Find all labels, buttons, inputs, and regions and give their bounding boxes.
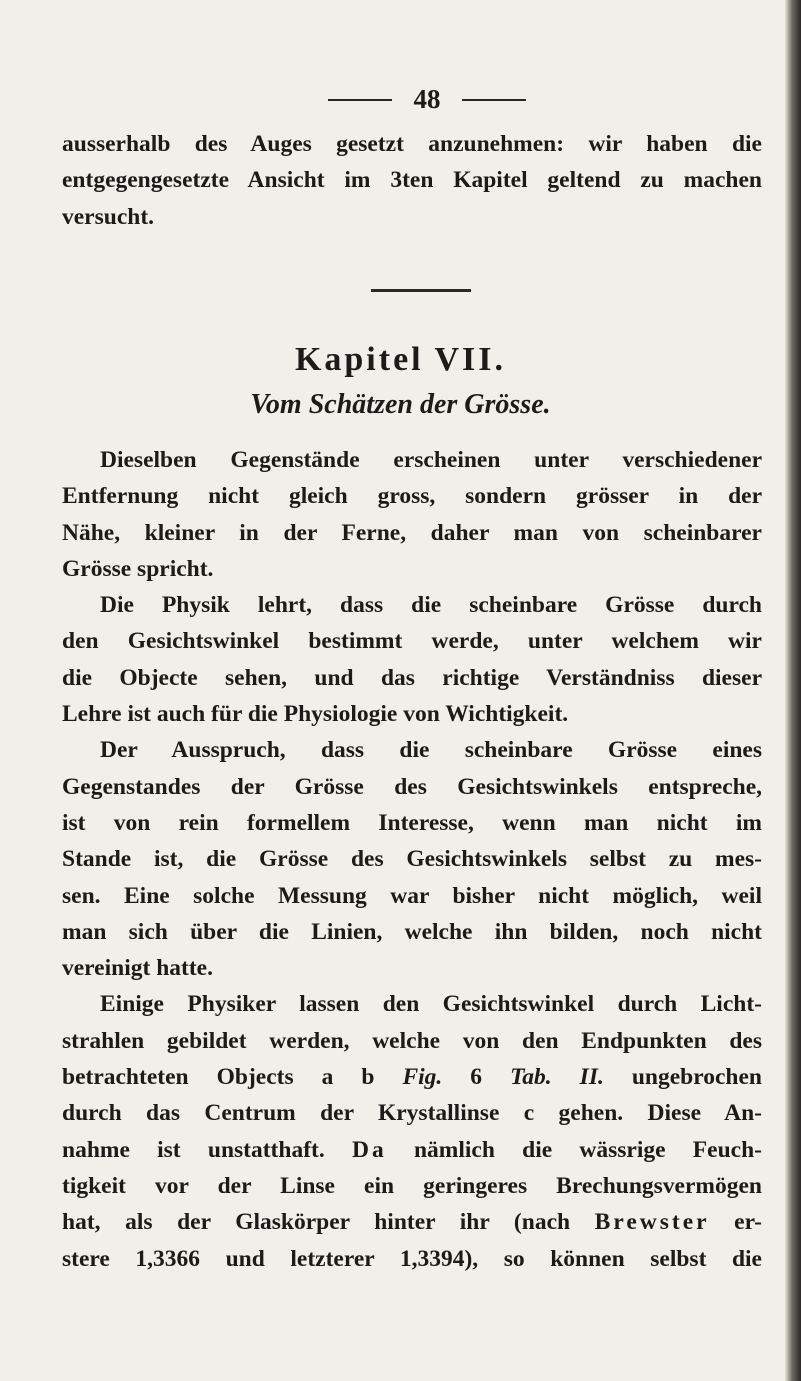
- author-name-brewster: Brewster: [594, 1209, 710, 1236]
- text-fragment: ungebrochen: [603, 1064, 762, 1091]
- text-line: [62, 1204, 762, 1240]
- text-fragment: hat, als der Glaskörper hinter ihr (nach: [62, 1209, 595, 1236]
- text-line: vereinigt hatte.: [62, 955, 213, 982]
- text-line: durch das Centrum der Krystallinse c gehen. Diese An-: [62, 1100, 762, 1127]
- text-line: Die Physik lehrt, dass die scheinbare Grösse durch: [100, 592, 762, 619]
- text-fragment: betrachteten Objects a b: [62, 1064, 403, 1091]
- text-line: den Gesichtswinkel bestimmt werde, unter welchem wir: [62, 628, 762, 655]
- text-line: man sich über die Linien, welche ihn bilden, noch nicht: [62, 918, 762, 945]
- page-number-rule-right: [462, 99, 526, 101]
- figure-number: 6: [442, 1064, 511, 1091]
- figure-label: Fig.: [402, 1064, 443, 1091]
- section-divider: [371, 289, 471, 292]
- table-label: Tab.: [510, 1064, 552, 1091]
- text-line: Nähe, kleiner in der Ferne, daher man von scheinbarer: [62, 519, 762, 546]
- text-line: Gegenstandes der Grösse des Gesichtswinkels entspreche,: [62, 773, 762, 800]
- text-line: entgegengesetzte Ansicht im 3ten Kapitel geltend zu machen: [62, 167, 762, 194]
- page-number-rule-left: [328, 99, 392, 101]
- table-number: II.: [579, 1064, 604, 1091]
- text-line: sen. Eine solche Messung war bisher nicht möglich, weil: [62, 882, 762, 909]
- text-line: strahlen gebildet werden, welche von den Endpunkten des: [62, 1027, 762, 1054]
- chapter-body: [62, 442, 762, 1277]
- text-line: [62, 1132, 762, 1168]
- intro-paragraph: [62, 126, 762, 235]
- text-line: Dieselben Gegenstände erscheinen unter verschiedener: [100, 447, 762, 473]
- text-line: Einige Physiker lassen den Gesichtswinkel durch Licht-: [100, 991, 762, 1018]
- text-line: tigkeit vor der Linse ein geringeres Brechungsvermögen: [62, 1172, 762, 1199]
- text-line: Lehre ist auch für die Physiologie von Wichtigkeit.: [62, 701, 569, 728]
- text-line: versucht.: [62, 203, 155, 230]
- spaced-word: Da: [351, 1136, 387, 1163]
- page-header: [300, 82, 540, 116]
- text-fragment: nahme ist unstatthaft.: [62, 1136, 352, 1163]
- book-binding-edge: [785, 0, 801, 1381]
- text-fragment: [552, 1064, 580, 1090]
- text-line: Entfernung nicht gleich gross, sondern grösser in der: [62, 483, 762, 510]
- chapter-subtitle: Vom Schätzen der Grösse.: [250, 389, 551, 420]
- text-fragment: nämlich die wässrige Feuch-: [386, 1136, 762, 1163]
- text-line: stere 1,3366 und letzterer 1,3394), so können selbst die: [62, 1245, 762, 1272]
- text-line: die Objecte sehen, und das richtige Verständniss dieser: [62, 664, 762, 691]
- text-fragment: er-: [709, 1209, 762, 1236]
- text-line: Stande ist, die Grösse des Gesichtswinkels selbst zu mes-: [62, 846, 762, 873]
- text-line-figure-reference: [62, 1059, 762, 1095]
- text-line: Der Ausspruch, dass die scheinbare Grösse eines: [100, 737, 762, 764]
- text-line: ausserhalb des Auges gesetzt anzunehmen: wir haben die: [62, 131, 762, 157]
- text-line: Grösse spricht.: [62, 555, 214, 582]
- text-line: ist von rein formellem Interesse, wenn man nicht im: [62, 809, 762, 836]
- chapter-heading: Kapitel VII.: [294, 341, 507, 378]
- page-number: 48: [413, 84, 441, 114]
